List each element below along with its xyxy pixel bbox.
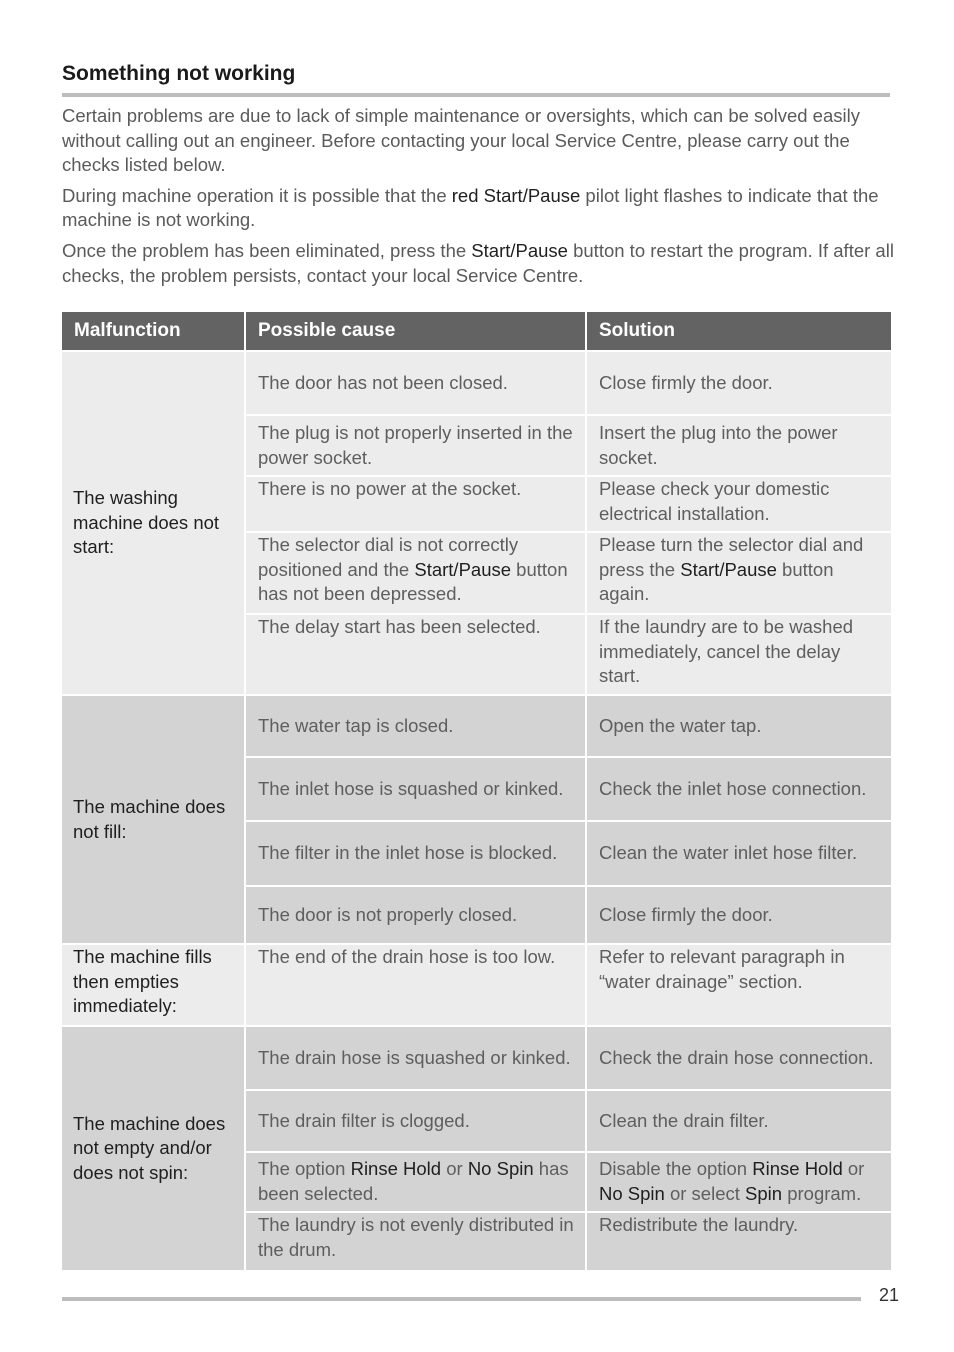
red-start-pause-label: red Start/Pause <box>451 184 581 206</box>
cause-cell: The door is not properly closed. <box>245 886 586 944</box>
solution-cell: Insert the plug into the power socket. <box>586 415 891 476</box>
intro-text <box>62 104 894 294</box>
cause-cell: The filter in the inlet hose is blocked. <box>245 821 586 886</box>
table-row <box>62 944 891 1026</box>
solution-cell: Check the drain hose connection. <box>586 1026 891 1090</box>
cause-cell: The option Rinse Hold or No Spin has been selected. <box>245 1152 586 1212</box>
table-header-row <box>62 312 891 351</box>
malfunction-cell: The washing machine does not start: <box>62 351 245 695</box>
solution-cell: Redistribute the laundry. <box>586 1212 891 1270</box>
table-row <box>62 351 891 415</box>
intro-paragraph-2: During machine operation it is possible that the red Start/Pause pilot light flashes to indicate that the machine is not working. <box>62 184 879 231</box>
intro-paragraph-3: Once the problem has been eliminated, press the Start/Pause button to restart the program. If after all checks, the problem persists, contact your local Service Centre. <box>62 239 894 286</box>
cause-cell: The plug is not properly inserted in the power socket. <box>245 415 586 476</box>
malfunction-cell: The machine fills then empties immediately: <box>62 944 245 1026</box>
intro-paragraph-1: Certain problems are due to lack of simple maintenance or oversights, which can be solved easily without calling out an engineer. Before contacting your local Service Centre, please carry out the checks listed below. <box>62 105 860 176</box>
malfunction-cell: The machine does not empty and/or does not spin: <box>62 1026 245 1270</box>
solution-cell: If the laundry are to be washed immediately, cancel the delay start. <box>586 614 891 695</box>
cause-cell: The delay start has been selected. <box>245 614 586 695</box>
cause-cell: The door has not been closed. <box>245 351 586 415</box>
solution-cell: Refer to relevant paragraph in “water drainage” section. <box>586 944 891 1026</box>
troubleshooting-table <box>62 312 891 1270</box>
solution-cell: Clean the water inlet hose filter. <box>586 821 891 886</box>
header-solution: Solution <box>586 312 891 351</box>
footer-divider <box>62 1297 861 1301</box>
malfunction-cell: The machine does not fill: <box>62 695 245 944</box>
solution-cell: Please check your domestic electrical installation. <box>586 476 891 532</box>
solution-cell: Open the water tap. <box>586 695 891 757</box>
solution-cell: Disable the option Rinse Hold or No Spin or select Spin program. <box>586 1152 891 1212</box>
title-divider <box>62 93 890 97</box>
cause-cell: The drain hose is squashed or kinked. <box>245 1026 586 1090</box>
cause-cell: There is no power at the socket. <box>245 476 586 532</box>
page-number: 21 <box>879 1285 900 1305</box>
cause-cell: The laundry is not evenly distributed in the drum. <box>245 1212 586 1270</box>
solution-cell: Clean the drain filter. <box>586 1090 891 1152</box>
start-pause-label: Start/Pause <box>471 239 568 261</box>
solution-cell: Close firmly the door. <box>586 351 891 415</box>
cause-cell: The drain filter is clogged. <box>245 1090 586 1152</box>
page-title: Something not working <box>62 62 296 85</box>
solution-cell: Check the inlet hose connection. <box>586 757 891 821</box>
header-possible-cause: Possible cause <box>245 312 586 351</box>
cause-cell: The water tap is closed. <box>245 695 586 757</box>
header-malfunction: Malfunction <box>62 312 245 351</box>
table-row <box>62 1026 891 1090</box>
table-row <box>62 695 891 757</box>
cause-cell: The selector dial is not correctly positioned and the Start/Pause button has not been depressed. <box>245 532 586 614</box>
cause-cell: The inlet hose is squashed or kinked. <box>245 757 586 821</box>
solution-cell: Please turn the selector dial and press the Start/Pause button again. <box>586 532 891 614</box>
solution-cell: Close firmly the door. <box>586 886 891 944</box>
cause-cell: The end of the drain hose is too low. <box>245 944 586 1026</box>
